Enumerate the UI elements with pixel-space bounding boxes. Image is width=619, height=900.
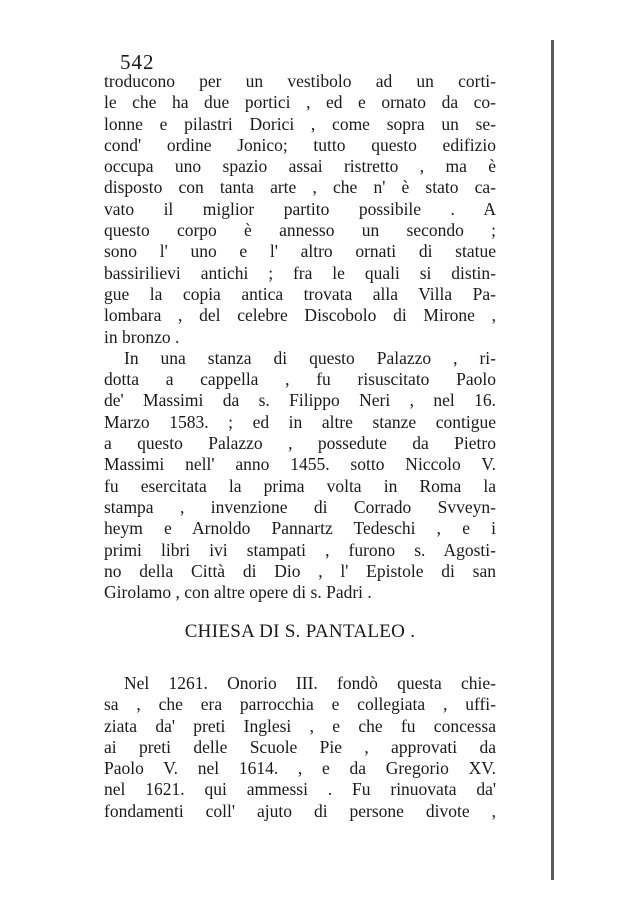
text-line: Marzo 1583. ; ed in altre stanze contigue	[104, 411, 496, 432]
text-line: occupa uno spazio assai ristretto , ma è	[104, 156, 496, 177]
text-line: in bronzo .	[104, 326, 180, 347]
paragraph-chiesa-history	[104, 673, 496, 822]
text-line: sono l' uno e l' altro ornati di statue	[104, 241, 496, 262]
text-line: gue la copia antica trovata alla Villa Pa-	[104, 283, 496, 304]
text-line: In una stanza di questo Palazzo , ri-	[124, 347, 496, 368]
text-line: Nel 1261. Onorio III. fondò questa chie-	[124, 673, 496, 693]
text-line: sa , che era parrocchia e collegiata , uffi-	[104, 694, 496, 715]
text-line: lombara , del celebre Discobolo di Mirone ,	[104, 305, 496, 326]
text-line: ai preti delle Scuole Pie , approvati da	[104, 736, 496, 757]
text-line: stampa , invenzione di Corrado Svveyn-	[104, 496, 496, 517]
text-line: cond' ordine Jonico; tutto questo edifizio	[104, 134, 496, 155]
text-line: bassirilievi antichi ; fra le quali si distin-	[104, 262, 496, 283]
text-line: Girolamo , con altre opere di s. Padri .	[104, 582, 372, 603]
text-line: a questo Palazzo , possedute da Pietro	[104, 433, 496, 454]
text-line: le che ha due portici , ed e ornato da co-	[104, 92, 496, 113]
text-line: questo corpo è annesso un secondo ;	[104, 220, 496, 241]
text-line: Massimi nell' anno 1455. sotto Niccolo V.	[104, 454, 496, 475]
paragraph-palazzo-description	[104, 71, 496, 348]
text-line: troducono per un vestibolo ad un corti-	[104, 71, 496, 91]
text-line: fu esercitata la prima volta in Roma la	[104, 475, 496, 496]
text-line: no della Città di Dio , l' Epistole di san	[104, 560, 496, 581]
text-line: disposto con tanta arte , che n' è stato ca-	[104, 177, 496, 198]
section-heading: CHIESA DI S. PANTALEO .	[184, 621, 416, 642]
text-line: de' Massimi da s. Filippo Neri , nel 16.	[104, 390, 496, 411]
text-line: fondamenti coll' ajuto di persone divote ,	[104, 800, 496, 821]
text-line: nel 1621. qui ammessi . Fu rinuovata da'	[104, 779, 496, 800]
text-line: ziata da' preti Inglesi , e che fu concessa	[104, 715, 496, 736]
text-line: lonne e pilastri Dorici , come sopra un se-	[104, 113, 496, 134]
text-line: dotta a cappella , fu risuscitato Paolo	[104, 369, 496, 390]
text-line: primi libri ivi stampati , furono s. Agosti-	[104, 539, 496, 560]
main-text-top	[104, 71, 496, 603]
page-edge-line	[551, 40, 554, 880]
page-number: 542	[120, 50, 155, 74]
paragraph-cappella-stampa	[104, 348, 496, 604]
text-line: vato il miglior partito possibile . A	[104, 198, 496, 219]
text-line: Paolo V. nel 1614. , e da Gregorio XV.	[104, 758, 496, 779]
text-line: heym e Arnoldo Pannartz Tedeschi , e i	[104, 518, 496, 539]
